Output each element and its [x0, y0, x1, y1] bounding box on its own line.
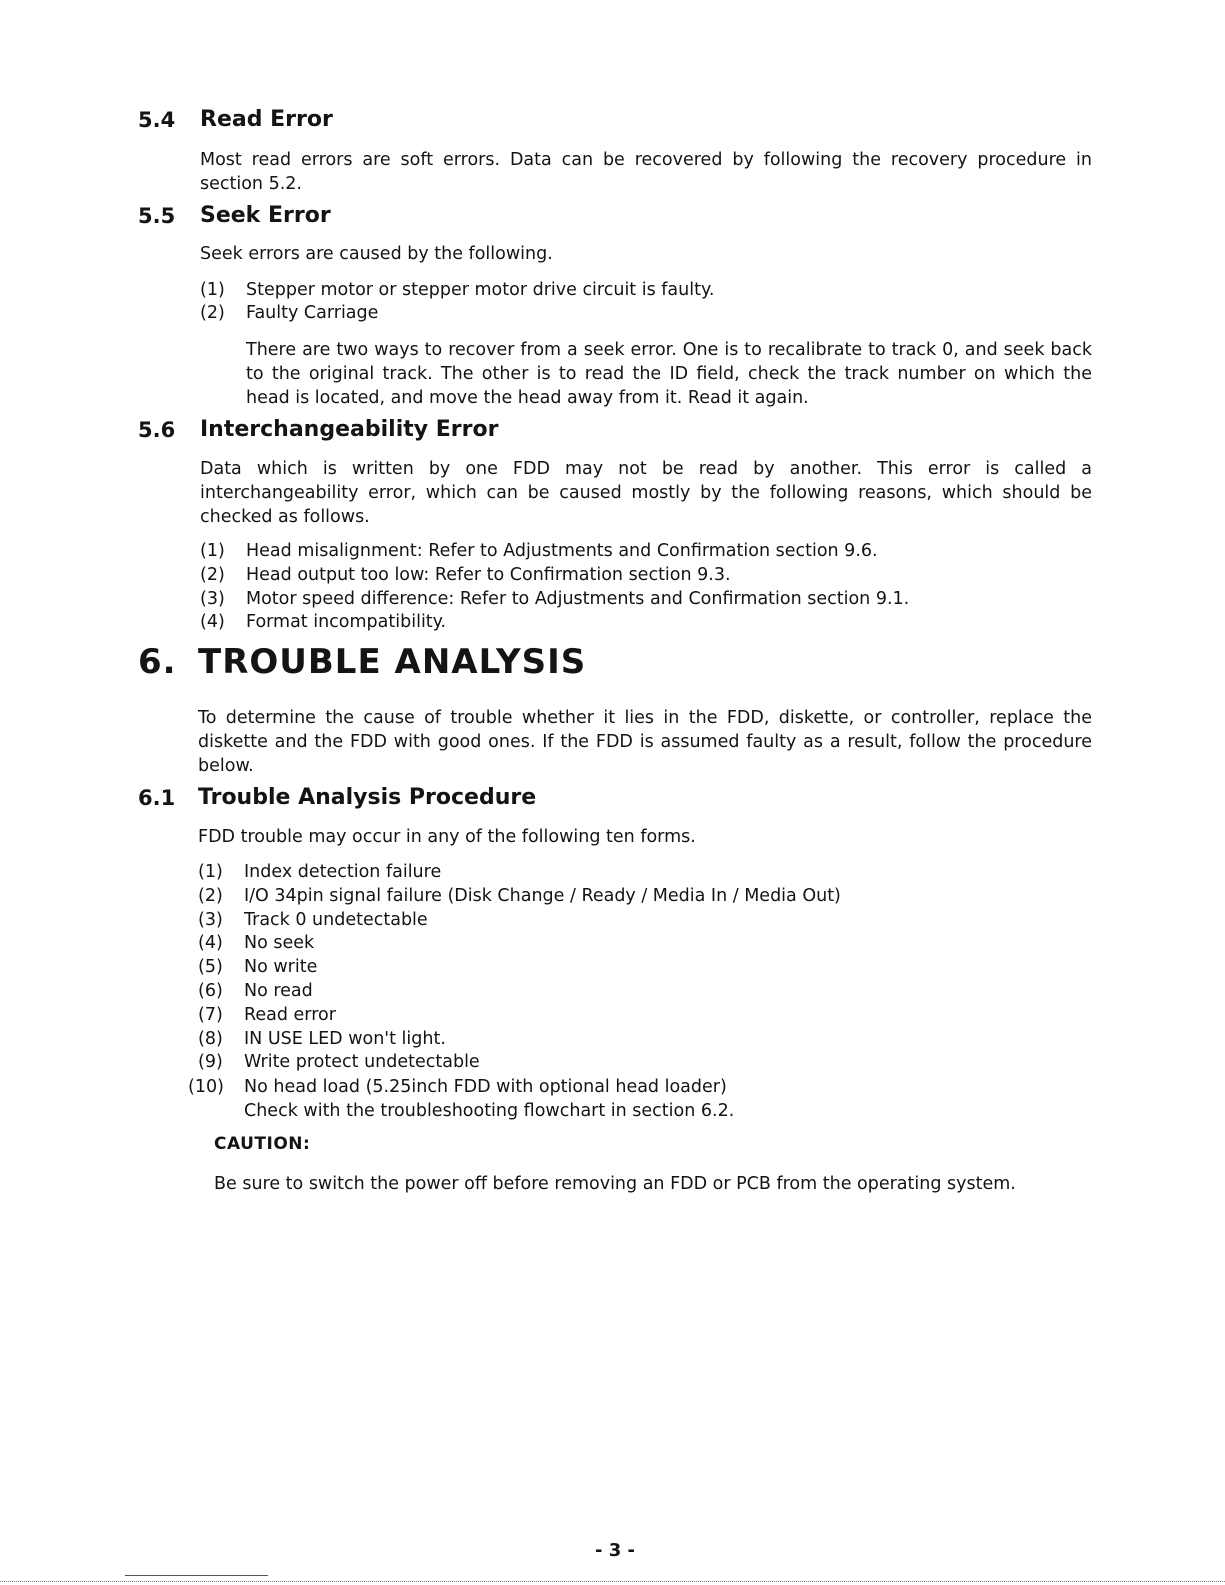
seek-item-text: Stepper motor or stepper motor drive circuit is faulty.: [246, 280, 715, 300]
trouble-item-number: (6): [198, 981, 223, 1001]
trouble-item-number: (4): [198, 933, 223, 953]
section-5-5-title: Seek Error: [200, 203, 331, 228]
trouble-item-text: Write protect undetectable: [244, 1052, 480, 1072]
section-6-1-intro: FDD trouble may occur in any of the following ten forms.: [198, 827, 696, 847]
chapter-6-paragraph: To determine the cause of trouble whether it lies in the FDD, diskette, or controller, replace the diskette and the FDD with good ones. If the FDD is assumed faulty as a result, follow the procedure below.: [198, 708, 1092, 776]
trouble-item-number: (3): [198, 910, 223, 930]
section-5-5-number: 5.5: [138, 204, 176, 228]
seek-item-number: (2): [200, 303, 225, 323]
interchange-item-number: (1): [200, 541, 225, 561]
trouble-item-number: (5): [198, 957, 223, 977]
interchange-item-text: Format incompatibility.: [246, 612, 447, 632]
seek-item-number: (1): [200, 280, 225, 300]
chapter-6-title: TROUBLE ANALYSIS: [198, 642, 587, 682]
interchange-item-text: Head misalignment: Refer to Adjustments and Confirmation section 9.6.: [246, 541, 878, 561]
section-6-1-title: Trouble Analysis Procedure: [198, 785, 537, 810]
interchange-item-text: Motor speed difference: Refer to Adjustments and Confirmation section 9.1.: [246, 589, 910, 609]
interchange-item-number: (2): [200, 565, 225, 585]
trouble-item-number: (1): [198, 862, 223, 882]
trouble-item-text: No read: [244, 981, 313, 1001]
section-5-5-paragraph: There are two ways to recover from a seek error. One is to recalibrate to track 0, and seek back to the original track. The other is to read the ID field, check the track number on which the head is located, and move the head away from it. Read it again.: [246, 340, 1092, 408]
trouble-item-text: No seek: [244, 933, 315, 953]
seek-item-text: Faulty Carriage: [246, 303, 379, 323]
trouble-item-text: I/O 34pin signal failure (Disk Change / Ready / Media In / Media Out): [244, 886, 841, 906]
trouble-item-number: (8): [198, 1029, 223, 1049]
trouble-check-note: Check with the troubleshooting flowchart in section 6.2.: [244, 1101, 735, 1121]
trouble-item-number: (2): [198, 886, 223, 906]
page-number: - 3 -: [595, 1540, 635, 1561]
interchange-item-number: (4): [200, 612, 225, 632]
section-5-5-intro: Seek errors are caused by the following.: [200, 244, 553, 264]
section-5-6-paragraph: Data which is written by one FDD may not be read by another. This error is called a interchangeability error, which can be caused mostly by the following reasons, which should be checked as follows.: [200, 459, 1092, 527]
section-5-4-paragraph: Most read errors are soft errors. Data can be recovered by following the recovery procedure in section 5.2.: [200, 150, 1092, 194]
section-5-6-title: Interchangeability Error: [200, 417, 499, 442]
trouble-item-text: Index detection failure: [244, 862, 442, 882]
chapter-6-number: 6.: [138, 642, 177, 682]
trouble-item-text: Read error: [244, 1005, 336, 1025]
scan-bottom-edge: [0, 1581, 1225, 1584]
trouble-item-number: (10): [188, 1077, 224, 1097]
caution-text: Be sure to switch the power off before removing an FDD or PCB from the operating system.: [214, 1174, 1016, 1194]
trouble-item-text: No head load (5.25inch FDD with optional head loader): [244, 1077, 727, 1097]
section-5-6-number: 5.6: [138, 418, 176, 442]
interchange-item-text: Head output too low: Refer to Confirmation section 9.3.: [246, 565, 731, 585]
section-6-1-number: 6.1: [138, 786, 176, 810]
section-5-4-number: 5.4: [138, 108, 176, 132]
trouble-item-number: (7): [198, 1005, 223, 1025]
section-5-4-title: Read Error: [200, 107, 333, 132]
interchange-item-number: (3): [200, 589, 225, 609]
trouble-item-text: IN USE LED won't light.: [244, 1029, 446, 1049]
scan-edge-mark: [125, 1575, 268, 1576]
trouble-item-number: (9): [198, 1052, 223, 1072]
trouble-item-text: Track 0 undetectable: [244, 910, 428, 930]
caution-label: CAUTION:: [214, 1134, 311, 1154]
trouble-item-text: No write: [244, 957, 318, 977]
